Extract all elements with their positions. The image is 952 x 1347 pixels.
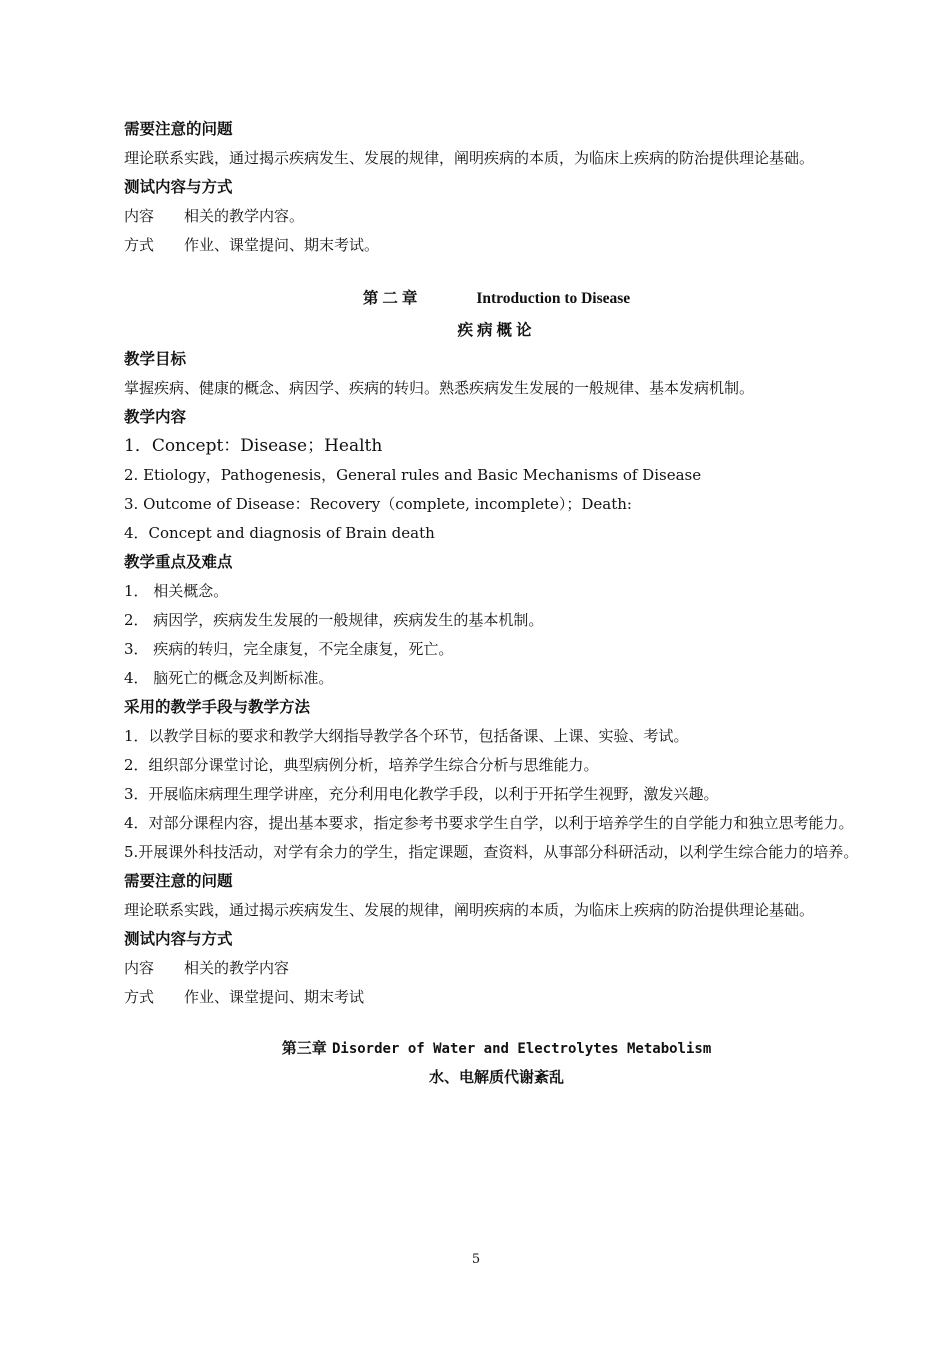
notes-heading: 需要注意的问题 [124,872,233,890]
test-method-row [124,231,869,260]
goals-heading: 教学目标 [124,350,187,368]
content-value: 相关的教学内容 [184,959,290,977]
method-label: 方式 [124,236,155,254]
chapter3-title [124,1034,869,1063]
notes-text: 理论联系实践，通过揭示疾病发生、发展的规律，阐明疾病的本质，为临床上疾病的防治提供理论基础。 [124,901,815,919]
methods-item: 5.开展课外科技活动，对学有余力的学生，指定课题，查资料，从事部分科研活动，以利学生综合能力的培养。 [124,843,859,861]
key-item: 3． 疾病的转归，完全康复，不完全康复，死亡。 [124,640,454,658]
content-label: 内容 [124,207,155,225]
key-item: 2． 病因学，疾病发生发展的一般规律，疾病发生的基本机制。 [124,611,544,629]
key-heading: 教学重点及难点 [124,553,233,571]
test-content-row [124,954,869,983]
content-value: 相关的教学内容。 [184,207,305,225]
content-heading: 教学内容 [124,408,187,426]
content-item: 1．Concept：Disease；Health [124,436,383,456]
chapter3-title-cn: 水、电解质代谢紊乱 [428,1068,564,1086]
chapter2-title [124,281,869,315]
chapter2-title-cn: 疾病概论 [457,321,536,339]
chapter3-number: 第三章 [281,1039,327,1057]
content-item: 4．Concept and diagnosis of Brain death [124,524,435,542]
test-content-row [124,202,869,231]
chapter2-number: 第二章 [362,289,422,307]
test-heading: 测试内容与方式 [124,178,233,196]
method-label: 方式 [124,988,155,1006]
methods-item: 1．以教学目标的要求和教学大纲指导教学各个环节，包括备课、上课、实验、考试。 [124,727,689,745]
content-item: 3. Outcome of Disease：Recovery（complete, incomplete）；Death: [124,495,632,513]
key-item: 4． 脑死亡的概念及判断标准。 [124,669,334,687]
chapter3-title-cn-row [124,1063,869,1091]
chapter2-title-en: Introduction to Disease [476,290,631,307]
methods-item: 3．开展临床病理生理学讲座，充分利用电化教学手段，以利于开拓学生视野，激发兴趣。 [124,785,719,803]
methods-heading: 采用的教学手段与教学方法 [124,698,311,716]
chapter3-title-en: Disorder of Water and Electrolytes Metabolism [331,1041,712,1057]
goals-text: 掌握疾病、健康的概念、病因学、疾病的转归。熟悉疾病发生发展的一般规律、基本发病机制。 [124,379,755,397]
content-item: 2. Etiology，Pathogenesis，General rules and Basic Mechanisms of Disease [124,466,702,484]
test-method-row [124,983,869,1012]
notes-heading: 需要注意的问题 [124,120,233,138]
content-label: 内容 [124,959,155,977]
method-value: 作业、课堂提问、期末考试 [184,988,365,1006]
page-number: 5 [471,1252,481,1267]
notes-text: 理论联系实践，通过揭示疾病发生、发展的规律，阐明疾病的本质，为临床上疾病的防治提供理论基础。 [124,149,815,167]
test-heading: 测试内容与方式 [124,930,233,948]
key-item: 1． 相关概念。 [124,582,229,600]
document-page [124,115,869,1091]
method-value: 作业、课堂提问、期末考试。 [184,236,380,254]
methods-item: 2．组织部分课堂讨论，典型病例分析，培养学生综合分析与思维能力。 [124,756,599,774]
methods-item: 4．对部分课程内容，提出基本要求，指定参考书要求学生自学，以利于培养学生的自学能力和独立思考能力。 [124,814,854,832]
